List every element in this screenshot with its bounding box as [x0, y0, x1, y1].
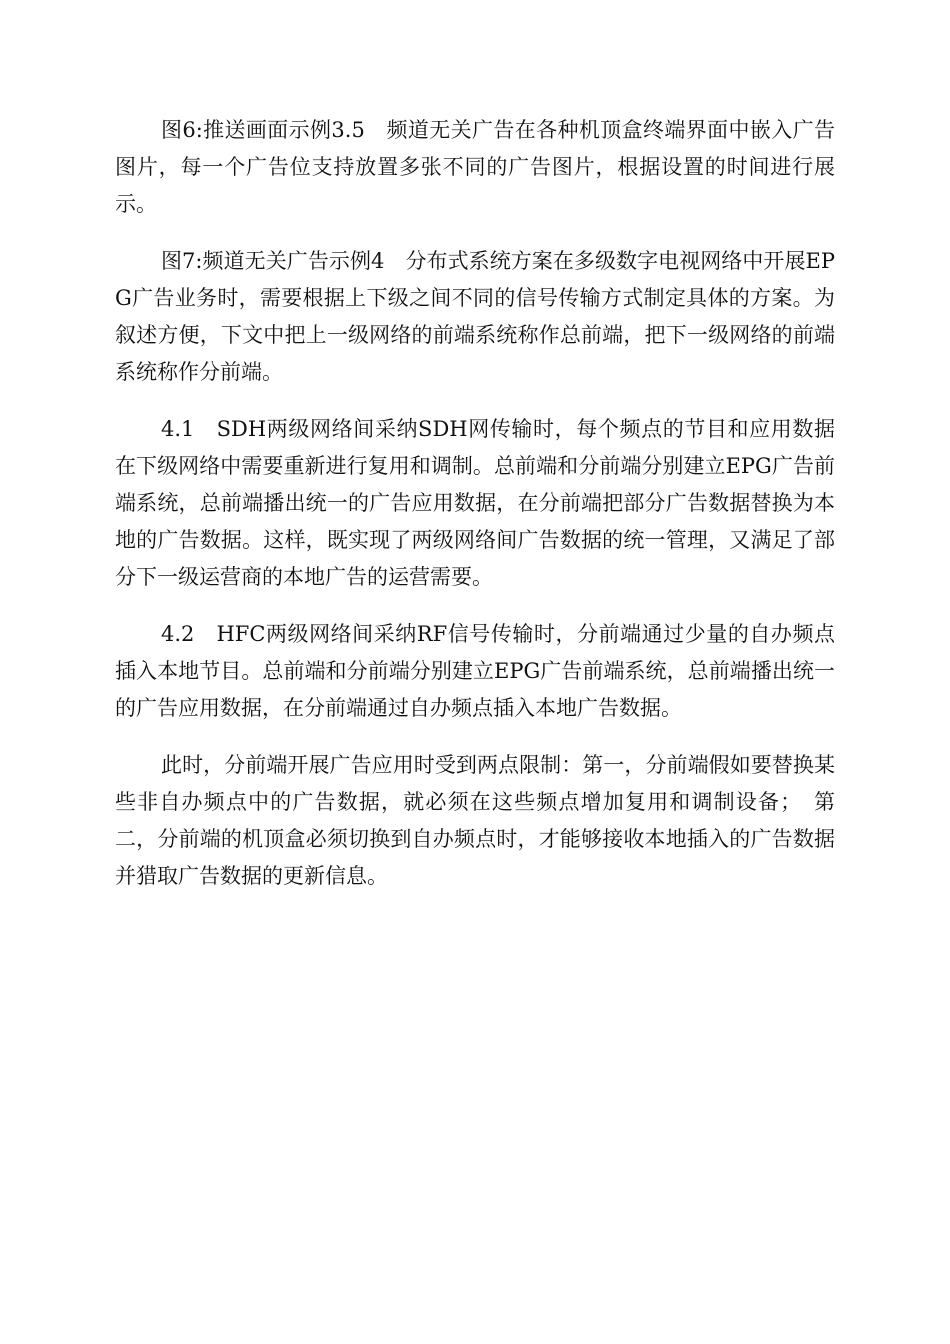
paragraph-fig6-section-3-5: 图6:推送画面示例3.5 频道无关广告在各种机顶盒终端界面中嵌入广告图片，每一个广告位支持放置多张不同的广告图片，根据设置的时间进行展示。	[115, 118, 835, 216]
document-page	[115, 112, 835, 915]
paragraph-limitations: 此时，分前端开展广告应用时受到两点限制：第一，分前端假如要替换某些非自办频点中的广告数据，就必须在这些频点增加复用和调制设备； 第二，分前端的机顶盒必须切换到自办频点时，才能够接收本地插入的广告数据并猎取广告数据的更新信息。	[115, 753, 835, 888]
paragraph-section-4-2: 4.2 HFC两级网络间采纳RF信号传输时，分前端通过少量的自办频点插入本地节目。总前端和分前端分别建立EPG广告前端系统，总前端播出统一的广告应用数据，在分前端通过自办频点插入本地广告数据。	[115, 622, 835, 720]
paragraph-fig7-section-4: 图7:频道无关广告示例4 分布式系统方案在多级数字电视网络中开展EPG广告业务时，需要根据上下级之间不同的信号传输方式制定具体的方案。为叙述方便，下文中把上一级网络的前端系统称作总前端，把下一级网络的前端系统称作分前端。	[115, 249, 835, 384]
paragraph-section-4-1: 4.1 SDH两级网络间采纳SDH网传输时，每个频点的节目和应用数据在下级网络中需要重新进行复用和调制。总前端和分前端分别建立EPG广告前端系统，总前端播出统一的广告应用数据，在分前端把部分广告数据替换为本地的广告数据。这样，既实现了两级网络间广告数据的统一管理，又满足了部分下一级运营商的本地广告的运营需要。	[115, 417, 835, 589]
